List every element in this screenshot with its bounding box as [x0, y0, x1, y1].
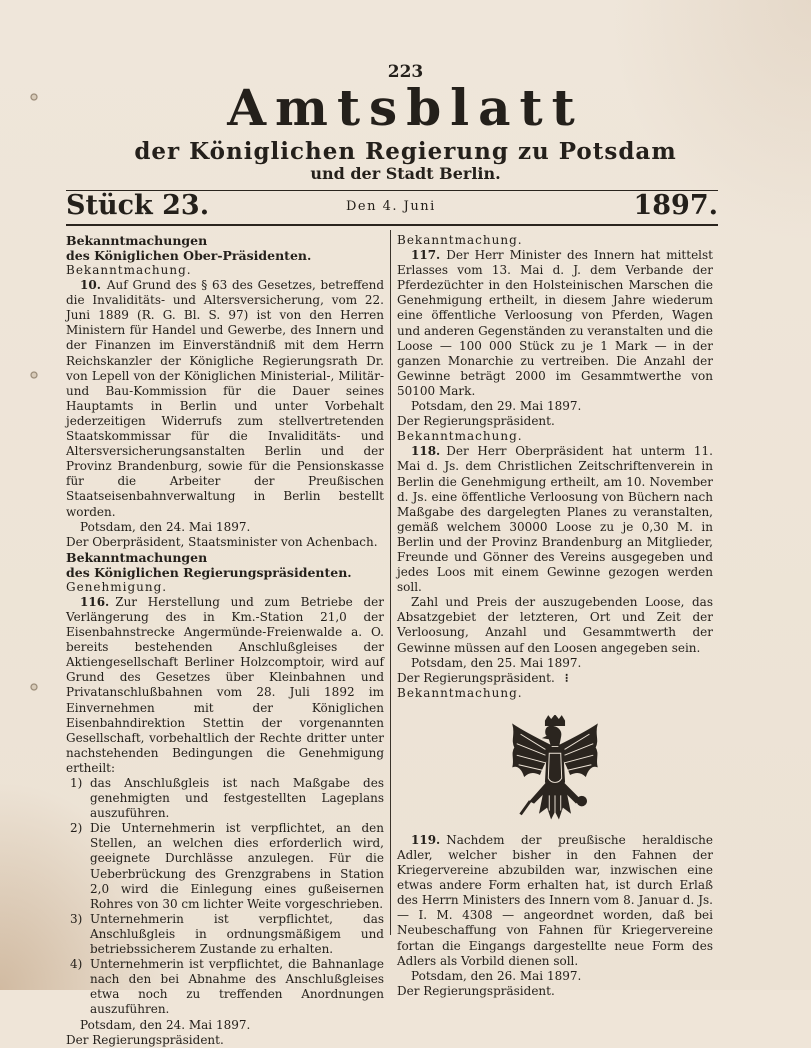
- section-heading: Bekanntmachungen: [66, 233, 208, 248]
- notice-kind: Bekanntmachung.: [397, 233, 523, 247]
- section-heading-sub: des Königlichen Ober-Präsidenten.: [66, 248, 312, 263]
- condition-item: 2) Die Unternehmerin ist verpflichtet, an den Stellen, an welchen dies erforderlich wird, geeignete Durchlässe anzulegen. Für die Ueberbrückung des Grenzgrabens in Station 2,0 wird die Einlegung eines gußeisernen Rohres von 30 cm lichter Weite vorgeschrieben.: [70, 821, 384, 911]
- notice-text: Der Herr Minister des Innern hat mittelst Erlasses vom 13. Mai d. J. dem Verbande der Pferdezüchter in den Holsteinischen Marschen die Genehmigung ertheilt, in diesem Jahre wiederum eine öffentliche Verloosung von Pferden, Wagen und anderen Gegenständen zu veranstalten und die Loose — 100 000 Stück zu je 1 Mark — in der ganzen Monarchie zu vertreiben. Die Anzahl der Gewinne beträgt 2000 im Gesammtwerthe von 50100 Mark.: [397, 248, 713, 398]
- condition-item: 1) das Anschlußgleis ist nach Maßgabe des genehmigten und festgestellten Lageplans auszuführen.: [70, 776, 384, 821]
- masthead-subtitle-city: und der Stadt Berlin.: [310, 164, 501, 183]
- notice-kind: Bekanntmachung.: [397, 685, 523, 700]
- notice-text: Zur Herstellung und zum Betriebe der Verlängerung des in Km.-Station 21,0 der Eisenbahnstrecke Angermünde-Freienwalde a. O. bereits bestehenden Anschlußgleises der Aktiengesellschaft Berliner Holzcomptoir, wird auf Grund des Gesetzes über Kleinbahnen und Privatanschlußbahnen vom 28. Juli 1892 im Einvernehmen mit der Königlichen Eisenbahndirektion Stettin der vorgenannten Gesellschaft, vorbehaltlich der Rechte dritter unter nachstehenden Bedingungen die Genehmigung ertheilt:: [66, 594, 384, 775]
- notice-text: Nachdem der preußische heraldische Adler, welcher bisher in den Fahnen der Kriegervereine abzubilden war, inzwischen eine etwas andere Form erhalten hat, ist durch Erlaß des Herrn Ministers des Innern vom 8. Januar d. Js. — I. M. 4308 — angeordnet worden, daß bei Neubeschaffung von Fahnen für Kriegervereine fortan die Eingangs dargestellte neue Form des Adlers als Vorbild dienen soll.: [397, 832, 713, 968]
- notice-number: 116.: [80, 594, 110, 609]
- notice-signature: Der Regierungspräsident. ⁝: [397, 670, 569, 685]
- notice-10: [66, 278, 384, 520]
- masthead-subtitle: der Königlichen Regierung zu Potsdam: [134, 138, 677, 165]
- issue-date: Den 4. Juni: [346, 199, 436, 214]
- eagle-emblem-icon: [507, 715, 603, 825]
- condition-item: 4) Unternehmerin ist verpflichtet, die Bahnanlage nach den bei Abnahme des Anschlußgleises etwa noch zu treffenden Anordnungen auszuführen.: [70, 957, 384, 1017]
- notice-signature: Der Oberpräsident, Staatsminister von Achenbach.: [66, 534, 378, 549]
- binding-hole: [30, 683, 38, 691]
- notice-117: [397, 248, 713, 399]
- notice-number: 10.: [80, 278, 101, 293]
- notice-place-date: Potsdam, den 25. Mai 1897.: [411, 655, 582, 670]
- issue-number: Stück 23.: [66, 190, 210, 221]
- notice-signature: Der Regierungspräsident.: [397, 414, 555, 429]
- masthead-title: Amtsblatt: [227, 78, 584, 137]
- notice-kind: Bekanntmachung.: [66, 263, 192, 277]
- notice-number: 118.: [411, 444, 441, 459]
- notice-place-date: Potsdam, den 26. Mai 1897.: [411, 968, 582, 983]
- notice-text: Der Herr Oberpräsident hat unterm 11. Mai d. Js. dem Christlichen Zeitschriftenverein in Berlin die Genehmigung ertheilt, am 10. November d. Js. eine öffentliche Verloosung von Büchern nach Maßgabe des dargelegten Planes zu veranstalten, gemäß welchem 30000 Loose zu je 0,30 M. in Berlin und der Provinz Brandenburg an Mitglieder, Freunde und Gönner des Vereins ausgegeben und jedes Loos mit einem Gewinne gezogen werden soll.: [397, 444, 713, 595]
- left-column: [66, 233, 384, 1048]
- notice-118: [397, 444, 713, 595]
- condition-item: 3) Unternehmerin ist verpflichtet, das Anschlußgleis in ordnungsmäßigem und betriebssicherem Zustande zu erhalten.: [70, 911, 384, 957]
- section-heading: Bekanntmachungen: [66, 549, 208, 565]
- page-number: 223: [387, 62, 424, 82]
- notice-kind: Bekanntmachung.: [397, 429, 523, 444]
- notice-116: [66, 595, 384, 776]
- notice-number: 117.: [411, 248, 441, 263]
- issue-year: 1897.: [633, 190, 718, 221]
- notice-119: [397, 833, 713, 969]
- notice-place-date: Potsdam, den 24. Mai 1897.: [80, 519, 251, 534]
- margin-mark: ⁝: [564, 670, 569, 685]
- notice-place-date: Potsdam, den 24. Mai 1897.: [80, 1017, 251, 1032]
- notice-signature: Der Regierungspräsident.: [397, 983, 555, 998]
- section-heading-sub: des Königlichen Regierungspräsidenten.: [66, 564, 352, 580]
- binding-hole: [30, 371, 38, 379]
- header-rule-bottom: [66, 224, 718, 226]
- notice-text: Auf Grund des § 63 des Gesetzes, betreffend die Invaliditäts- und Altersversicherung, vom 22. Juni 1889 (R. G. Bl. S. 97) ist von den Herren Ministern für Handel und Gewerbe, des Innern und der Finanzen im Einverständniß mit dem Herrn Reichskanzler der Königliche Regierungsrath Dr. von Lepell von der Königlichen Ministerial-, Militär- und Bau-Kommission für die Dauer seines Hauptamts in Berlin und unter Vorbehalt jederzeitigen Widerrufs zum stellvertretenden Staatskommissar für die Invaliditäts- und Altersversicherungsanstalten Berlin und der Provinz Brandenburg, sowie für die Pensionskasse für die Arbeiter der Preußischen Staatseisenbahnverwaltung in Berlin bestellt worden.: [66, 278, 384, 519]
- notice-place-date: Potsdam, den 29. Mai 1897.: [411, 399, 582, 414]
- notice-kind: Genehmigung.: [66, 579, 168, 594]
- notice-text-continued: Zahl und Preis der auszugebenden Loose, das Absatzgebiet der letzteren, Ort und Zeit der Verloosung, Anzahl und Gesammtwerth der Gewinne müssen auf den Loosen angegeben sein.: [397, 595, 713, 655]
- notice-signature: Der Regierungspräsident.: [66, 1032, 224, 1047]
- notice-number: 119.: [411, 832, 441, 847]
- right-column: [397, 233, 713, 999]
- column-divider: [390, 230, 391, 935]
